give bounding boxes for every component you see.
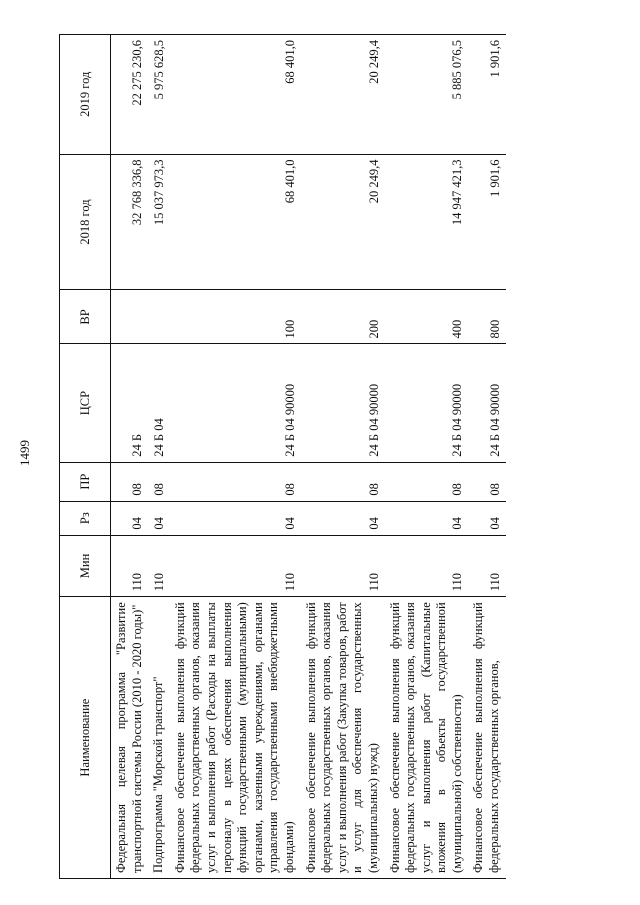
header-name: Наименование [60,597,111,879]
row-vr [148,290,170,344]
table-row [301,35,385,879]
row-name: Финансовое обеспечение выполнения функций федеральных государственных органов, оказания услуг и выполнения работ (Расходы на выплаты персоналу в целях обеспечения выполнения функций государственными (муниципальными) органами, казенными учреждениями, органами управления государственными внебюджетными фондами) [170,597,301,879]
table-row [468,35,505,879]
row-csr: 24 Б 04 90000 [385,344,469,462]
row-name: Финансовое обеспечение выполнения функций федеральных государственных органов, оказания услуг и выполнения работ (Капитальные вложения в объекты государственной (муниципальной) собственности) [385,597,469,879]
row-2019: 22 275 230,6 [111,35,149,155]
table-row [385,35,469,879]
row-name: Федеральная целевая программа "Развитие транспортной системы России (2010 - 2020 годы)" [111,597,149,879]
row-rz: 04 [385,501,469,535]
row-2019: 5 885 076,5 [385,35,469,155]
row-rz: 04 [301,501,385,535]
table-row [111,35,149,879]
row-pr: 08 [385,462,469,501]
table-row [170,35,301,879]
header-min: Мин [60,535,111,597]
row-2019: 5 975 628,5 [148,35,170,155]
table-row [148,35,170,879]
header-pr: ПР [60,462,111,501]
row-min: 110 [468,535,505,597]
row-pr: 08 [301,462,385,501]
row-2019: 1 901,6 [468,35,505,155]
row-name: Подпрограмма "Морской транспорт" [148,597,170,879]
rotated-table-frame [59,34,585,879]
row-2019: 68 401,0 [170,35,301,155]
row-2019: 20 249,4 [301,35,385,155]
row-pr: 08 [111,462,149,501]
row-vr: 800 [468,290,505,344]
row-pr: 08 [468,462,505,501]
row-2018: 15 037 973,3 [148,154,170,290]
header-row [60,35,111,879]
row-min: 110 [148,535,170,597]
row-pr: 08 [170,462,301,501]
row-vr: 100 [170,290,301,344]
row-csr: 24 Б 04 90000 [301,344,385,462]
row-pr: 08 [148,462,170,501]
header-rz: Рз [60,501,111,535]
row-rz: 04 [468,501,505,535]
row-2018: 14 947 421,3 [385,154,469,290]
row-min: 110 [385,535,469,597]
row-rz: 04 [148,501,170,535]
row-name: Финансовое обеспечение выполнения функций федеральных государственных органов, [468,597,505,879]
row-vr: 400 [385,290,469,344]
header-vr: ВР [60,290,111,344]
page-number: 1499 [17,440,32,466]
row-vr: 200 [301,290,385,344]
row-min: 110 [170,535,301,597]
row-csr: 24 Б [111,344,149,462]
row-rz: 04 [111,501,149,535]
header-csr: ЦСР [60,344,111,462]
header-2019: 2019 год [60,35,111,155]
row-rz: 04 [170,501,301,535]
row-min: 110 [301,535,385,597]
row-csr: 24 Б 04 [148,344,170,462]
row-2018: 68 401,0 [170,154,301,290]
row-2018: 20 249,4 [301,154,385,290]
row-2018: 32 768 336,8 [111,154,149,290]
row-csr: 24 Б 04 90000 [468,344,505,462]
row-vr [111,290,149,344]
header-2018: 2018 год [60,154,111,290]
budget-table [59,34,506,879]
row-name: Финансовое обеспечение выполнения функций федеральных государственных органов, оказания услуг и выполнения работ (Закупка товаров, работ и услуг для обеспечения государственных (муниципальных) нужд) [301,597,385,879]
row-2018: 1 901,6 [468,154,505,290]
row-min: 110 [111,535,149,597]
row-csr: 24 Б 04 90000 [170,344,301,462]
table-header [60,35,111,879]
table-body [111,35,506,879]
